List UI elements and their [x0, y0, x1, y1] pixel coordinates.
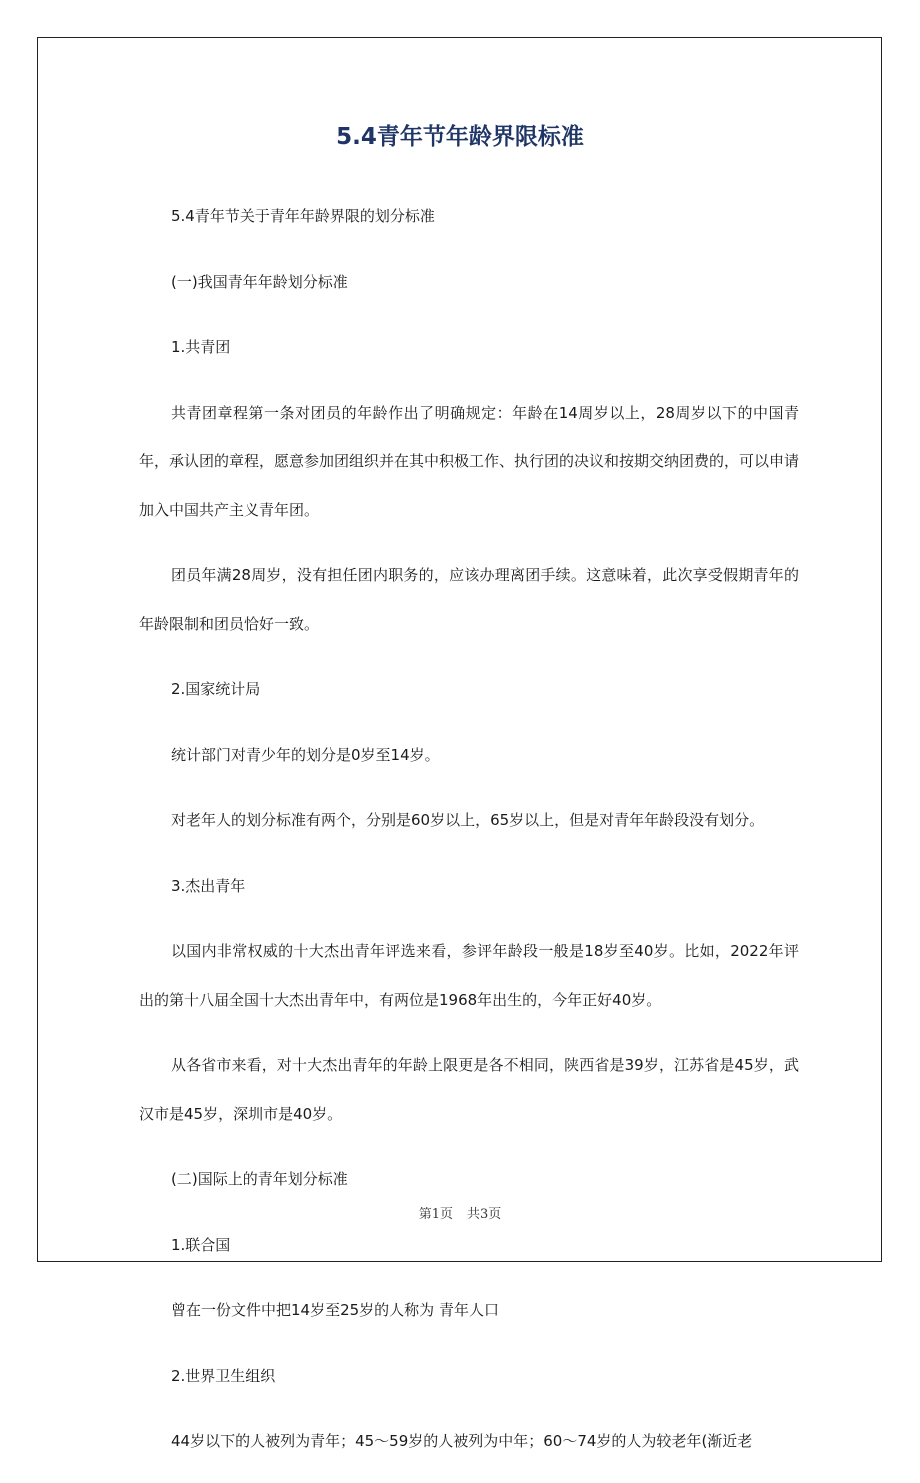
- paragraph: 统计部门对青少年的划分是0岁至14岁。: [171, 745, 440, 764]
- paragraph: 团员年满28周岁，没有担任团内职务的，应该办理离团手续。这意味着，此次享受假期青年的年龄限制和团员恰好一致。: [139, 566, 799, 633]
- document-body: [139, 192, 799, 1483]
- page-total: 共3页: [467, 1207, 502, 1222]
- subsection-heading: 2.国家统计局: [171, 680, 261, 698]
- page-footer: [0, 1204, 920, 1226]
- paragraph: 曾在一份文件中把14岁至25岁的人称为 青年人口: [171, 1301, 499, 1319]
- paragraph: 对老年人的划分标准有两个，分别是60岁以上，65岁以上，但是对青年年龄段没有划分。: [171, 811, 765, 829]
- section-heading: (二)国际上的青年划分标准: [171, 1170, 348, 1188]
- subsection-heading: 1.共青团: [171, 338, 231, 356]
- section-heading: (一)我国青年年龄划分标准: [171, 272, 348, 291]
- paragraph: 从各省市来看，对十大杰出青年的年龄上限更是各不相同，陕西省是39岁，江苏省是45岁，武汉市是45岁，深圳市是40岁。: [139, 1056, 799, 1123]
- document-title: 5.4青年节年龄界限标准: [336, 124, 584, 150]
- subsection-heading: 3.杰出青年: [171, 876, 246, 895]
- page-number: 第1页: [418, 1207, 453, 1222]
- paragraph: 以国内非常权威的十大杰出青年评选来看，参评年龄段一般是18岁至40岁。比如，2022年评出的第十八届全国十大杰出青年中，有两位是1968年出生的，今年正好40岁。: [139, 942, 799, 1009]
- paragraph: 共青团章程第一条对团员的年龄作出了明确规定：年龄在14周岁以上，28周岁以下的中国青年，承认团的章程，愿意参加团组织并在其中积极工作、执行团的决议和按期交纳团费的，可以申请加入中国共产主义青年团。: [139, 403, 800, 519]
- subsection-heading: 2.世界卫生组织: [171, 1366, 276, 1385]
- subsection-heading: 1.联合国: [171, 1235, 231, 1254]
- paragraph: 44岁以下的人被列为青年；45～59岁的人被列为中年；60～74岁的人为较老年(渐近老: [171, 1432, 753, 1450]
- paragraph: 5.4青年节关于青年年龄界限的划分标准: [171, 207, 435, 225]
